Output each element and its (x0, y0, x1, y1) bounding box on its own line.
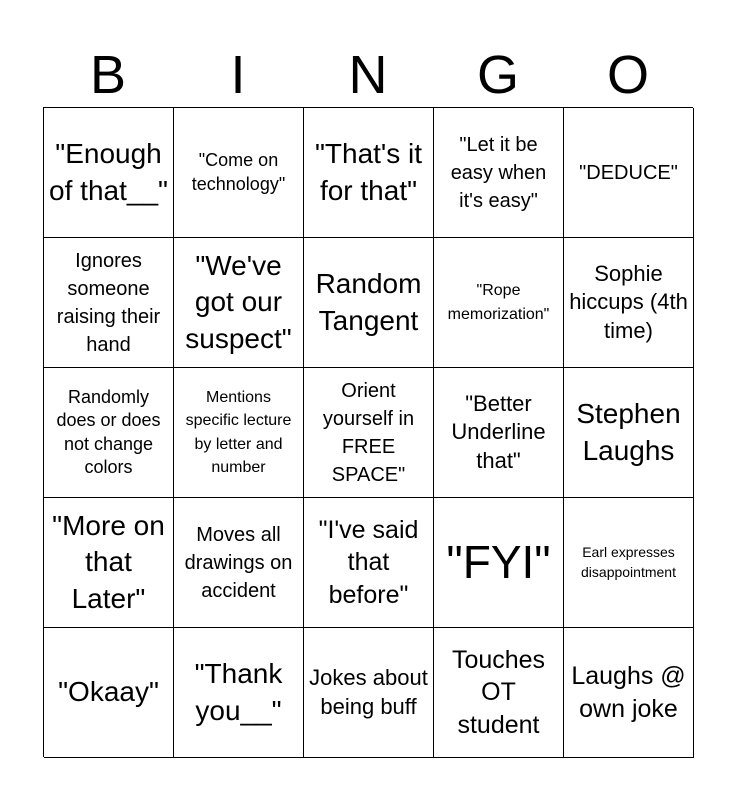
bingo-cell[interactable] (174, 108, 304, 238)
cell-text: "Better Underline that" (451, 390, 546, 473)
cell-text: "We've got our suspect" (185, 249, 292, 354)
bingo-cell[interactable] (434, 238, 564, 368)
bingo-grid (43, 107, 693, 757)
cell-text: "DEDUCE" (579, 161, 678, 184)
cell-text: Moves all drawings on accident (184, 523, 293, 602)
bingo-cell[interactable] (434, 498, 564, 628)
cell-text: Laughs @ own joke (571, 662, 686, 723)
cell-text: Mentions specific lecture by letter and number (185, 389, 292, 476)
bingo-cell[interactable] (174, 628, 304, 758)
bingo-cell[interactable] (564, 368, 694, 498)
bingo-cell[interactable] (44, 628, 174, 758)
cell-text: Jokes about being buff (309, 664, 428, 719)
bingo-cell[interactable] (304, 628, 434, 758)
bingo-cell[interactable] (434, 108, 564, 238)
bingo-cell[interactable] (304, 108, 434, 238)
cell-text: "Okaay" (58, 676, 159, 708)
bingo-cell[interactable] (44, 238, 174, 368)
cell-text: "FYI" (446, 536, 551, 589)
cell-text: "Rope memorization" (447, 282, 550, 323)
cell-text: Touches OT student (451, 645, 546, 739)
header-letter-b: B (89, 45, 127, 105)
cell-text: Ignores someone raising their hand (56, 249, 161, 356)
cell-text: Stephen Laughs (576, 398, 681, 466)
header-letter-o: O (606, 45, 649, 105)
bingo-cell[interactable] (564, 238, 694, 368)
cell-text: Orient yourself in FREE SPACE" (322, 379, 415, 486)
bingo-cell[interactable] (304, 498, 434, 628)
cell-text: Sophie hiccups (4th time) (569, 260, 688, 343)
header-letter-i: I (230, 45, 246, 105)
bingo-cell[interactable] (44, 368, 174, 498)
bingo-header (43, 44, 693, 106)
bingo-cell[interactable] (564, 108, 694, 238)
bingo-cell[interactable] (434, 628, 564, 758)
bingo-cell[interactable] (304, 238, 434, 368)
header-letter-g: G (476, 45, 519, 105)
cell-text: "More on that Later" (52, 509, 165, 614)
cell-text: Random Tangent (315, 268, 422, 336)
bingo-cell[interactable] (564, 498, 694, 628)
cell-text: "Let it be easy when it's easy" (450, 133, 547, 212)
header-letter-n: N (348, 45, 388, 105)
cell-text: "I've said that before" (318, 515, 419, 609)
bingo-cell[interactable] (44, 108, 174, 238)
bingo-cell[interactable] (174, 368, 304, 498)
cell-text: Earl expresses disappointment (581, 543, 676, 580)
cell-text: "Enough of that__" (49, 138, 168, 206)
bingo-cell[interactable] (304, 368, 434, 498)
bingo-cell[interactable] (174, 238, 304, 368)
bingo-cell[interactable] (174, 498, 304, 628)
bingo-cell[interactable] (44, 498, 174, 628)
bingo-cell[interactable] (434, 368, 564, 498)
bingo-cell[interactable] (564, 628, 694, 758)
cell-text: Randomly does or does not change colors (56, 386, 161, 477)
cell-text: "Come on technology" (191, 150, 286, 194)
cell-text: "Thank you__" (194, 658, 283, 726)
cell-text: "That's it for that" (314, 138, 423, 206)
